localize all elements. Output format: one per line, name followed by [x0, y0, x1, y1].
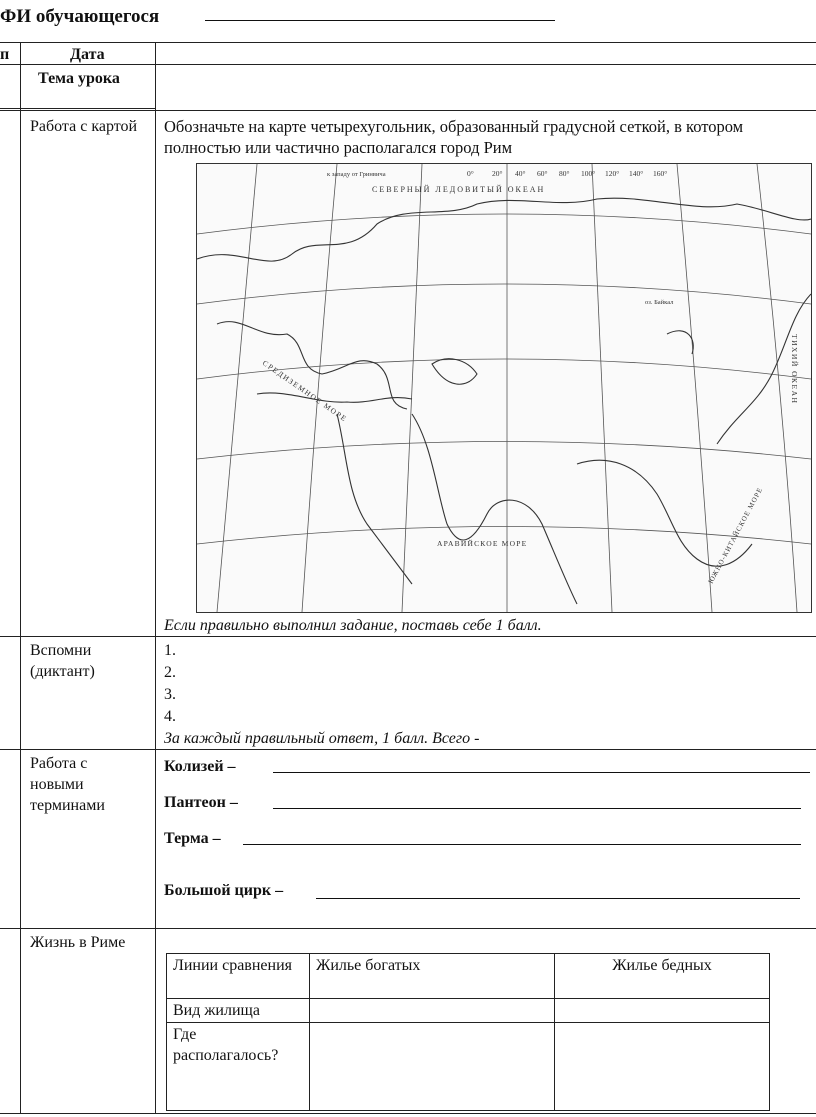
- outline-map-eurasia[interactable]: [196, 163, 812, 613]
- terms-label: Работа с новыми терминами: [30, 755, 105, 814]
- recall-row-divider: [0, 749, 816, 750]
- col-divider-1: [20, 42, 21, 1113]
- term-thermae: Терма –: [164, 830, 221, 847]
- map-meridian-80: 80°: [559, 169, 570, 178]
- map-meridian-160: 160°: [653, 169, 668, 178]
- map-label-mediterranean: СРЕДИЗЕМНОЕ МОРЕ: [260, 358, 350, 424]
- map-label-south-china-sea: ЮЖНО-КИТАЙСКОЕ МОРЕ: [706, 485, 765, 585]
- term-pantheon-line[interactable]: [273, 794, 801, 809]
- cmp-header-poor: Жилье бедных: [555, 954, 770, 999]
- student-name-line[interactable]: [205, 20, 555, 21]
- map-label-arabian: АРАВИЙСКОЕ МОРЕ: [437, 539, 528, 548]
- col-divider-2: [155, 42, 156, 1113]
- topic-row-divider-left: [0, 108, 156, 109]
- cmp-cell-dwelling-rich[interactable]: [310, 999, 555, 1023]
- life-label: Жизнь в Риме: [30, 934, 126, 951]
- term-circus-line[interactable]: [316, 884, 800, 899]
- student-name-label: ФИ обучающегося: [0, 6, 160, 27]
- cmp-cell-location-poor[interactable]: [555, 1023, 770, 1111]
- cmp-row-dwelling-type: Вид жилища: [167, 999, 310, 1023]
- recall-score-note: За каждый правильный ответ, 1 балл. Всего -: [164, 730, 480, 747]
- map-meridian-40: 40°: [515, 169, 526, 178]
- table-bottom-border: [0, 1113, 816, 1114]
- map-label-arctic: СЕВЕРНЫЙ ЛЕДОВИТЫЙ ОКЕАН: [372, 185, 546, 194]
- recall-item-1: 1.: [164, 642, 176, 659]
- map-meridian-140: 140°: [629, 169, 644, 178]
- num-header: п: [0, 46, 10, 63]
- cmp-cell-location-rich[interactable]: [310, 1023, 555, 1111]
- term-colosseum-line[interactable]: [273, 758, 810, 773]
- date-header: Дата: [70, 46, 105, 63]
- map-label-baikal: оз. Байкал: [645, 299, 674, 306]
- map-work-label: Работа с картой: [30, 118, 138, 135]
- cmp-header-lines: Линии сравнения: [167, 954, 310, 999]
- comparison-table: [166, 953, 770, 1111]
- term-circus: Большой цирк –: [164, 882, 284, 899]
- recall-label: Вспомни (диктант): [30, 642, 95, 680]
- topic-header: Тема урока: [38, 70, 120, 87]
- term-pantheon: Пантеон –: [164, 794, 238, 811]
- recall-item-4: 4.: [164, 708, 176, 725]
- map-graphic: [197, 164, 811, 612]
- map-label-greenwich: к западу от Гринвича: [327, 171, 386, 178]
- terms-row-divider: [0, 928, 816, 929]
- map-score-note: Если правильно выполнил задание, поставь себе 1 балл.: [164, 617, 542, 634]
- cmp-row-location: Где располагалось?: [167, 1023, 310, 1111]
- map-meridian-20: 20°: [492, 169, 503, 178]
- map-label-pacific: ТИХИЙ ОКЕАН: [790, 334, 799, 405]
- recall-item-2: 2.: [164, 664, 176, 681]
- recall-item-3: 3.: [164, 686, 176, 703]
- map-row-divider: [0, 636, 816, 637]
- map-meridian-0: 0°: [467, 169, 474, 178]
- map-meridian-100: 100°: [581, 169, 596, 178]
- map-meridian-60: 60°: [537, 169, 548, 178]
- term-thermae-line[interactable]: [243, 830, 801, 845]
- map-meridian-120: 120°: [605, 169, 620, 178]
- map-task-text: Обозначьте на карте четырехугольник, образованный градусной сеткой, в котором полностью или частично располагался город Рим: [164, 117, 744, 157]
- cmp-header-rich: Жилье богатых: [310, 954, 555, 999]
- topic-row-divider: [0, 110, 816, 111]
- term-colosseum: Колизей –: [164, 758, 236, 775]
- header-divider: [0, 64, 816, 65]
- table-top-border: [0, 42, 816, 43]
- cmp-cell-dwelling-poor[interactable]: [555, 999, 770, 1023]
